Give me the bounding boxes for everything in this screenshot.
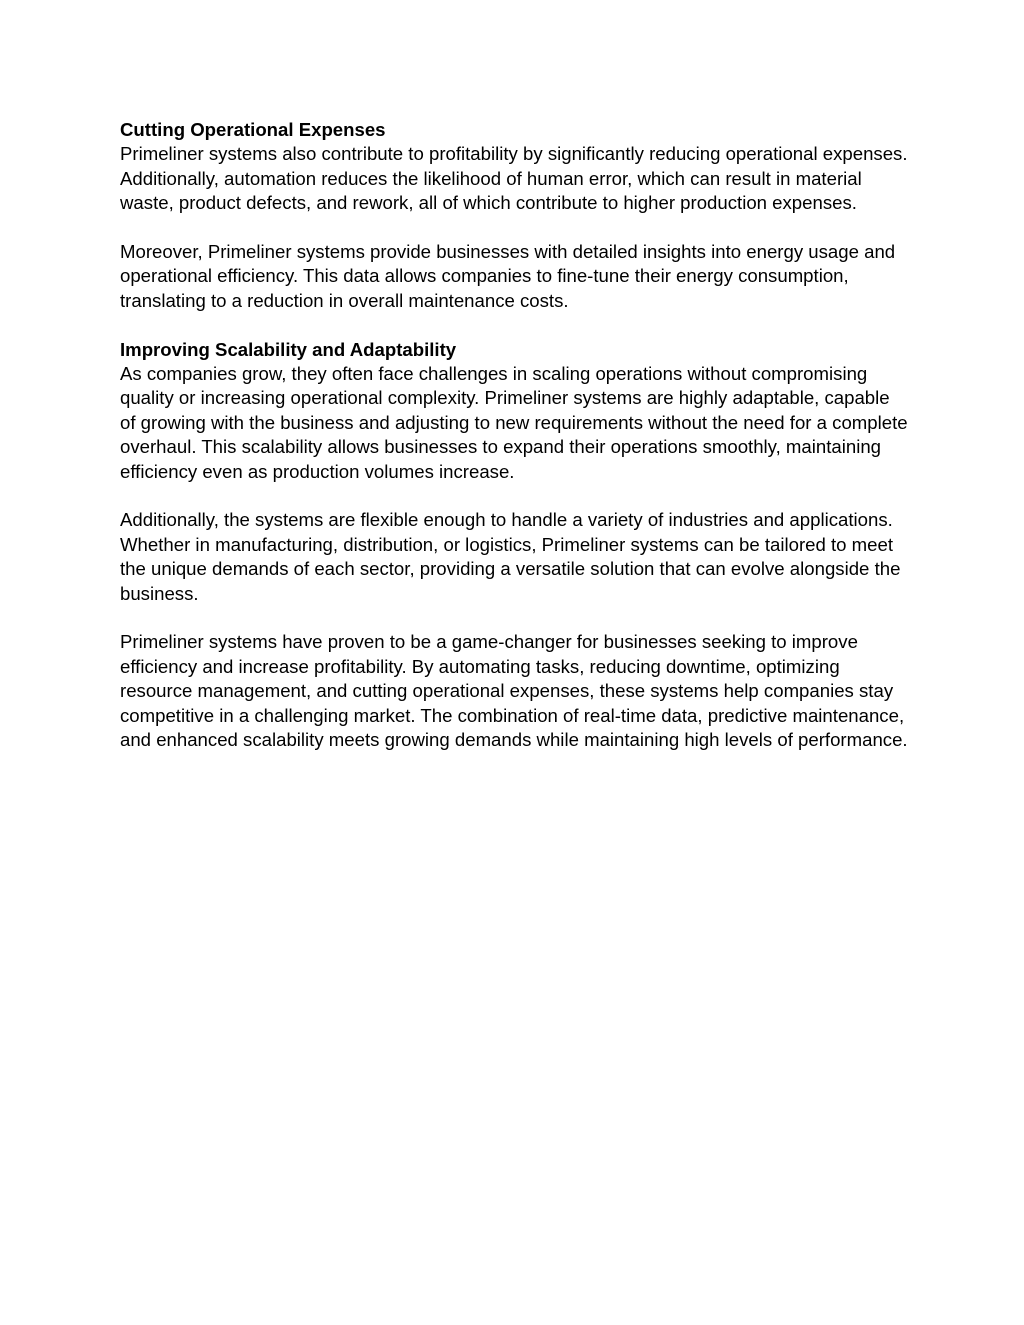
paragraph-spacer bbox=[120, 606, 910, 630]
paragraph: Primeliner systems also contribute to profitability by significantly reducing operational expenses. Additionally, automation reduces the likelihood of human error, which can result in material waste, product defects, and rework, all of which contribute to higher production expenses. bbox=[120, 143, 908, 214]
section-heading: Cutting Operational Expenses bbox=[120, 119, 386, 140]
paragraph: As companies grow, they often face challenges in scaling operations without compromising quality or increasing operational complexity. Primeliner systems are highly adaptable, capable of growing with the business and adjusting to new requirements without the need for a complete overhaul. This scalability allows businesses to expand their operations smoothly, maintaining efficiency even as production volumes increase. bbox=[120, 363, 908, 482]
paragraph-spacer bbox=[120, 216, 910, 240]
paragraph: Primeliner systems have proven to be a game-changer for businesses seeking to improve efficiency and increase profitability. By automating tasks, reducing downtime, optimizing resource management, and cutting operational expenses, these systems help companies stay competitive in a challenging market. The combination of real-time data, predictive maintenance, and enhanced scalability meets growing demands while maintaining high levels of performance. bbox=[120, 631, 908, 751]
section-heading: Improving Scalability and Adaptability bbox=[120, 338, 457, 360]
section-spacer bbox=[120, 313, 910, 337]
section-cutting-operational-expenses bbox=[120, 118, 910, 313]
section-improving-scalability bbox=[120, 338, 910, 753]
paragraph: Moreover, Primeliner systems provide businesses with detailed insights into energy usage and operational efficiency. This data allows companies to fine-tune their energy consumption, translating to a reduction in overall maintenance costs. bbox=[120, 241, 896, 311]
document-page bbox=[120, 118, 910, 753]
paragraph-spacer bbox=[120, 484, 910, 508]
paragraph: Additionally, the systems are flexible enough to handle a variety of industries and applications. Whether in manufacturing, distribution, or logistics, Primeliner systems can be tailored to meet the unique demands of each sector, providing a versatile solution that can evolve alongside the business. bbox=[120, 509, 901, 604]
